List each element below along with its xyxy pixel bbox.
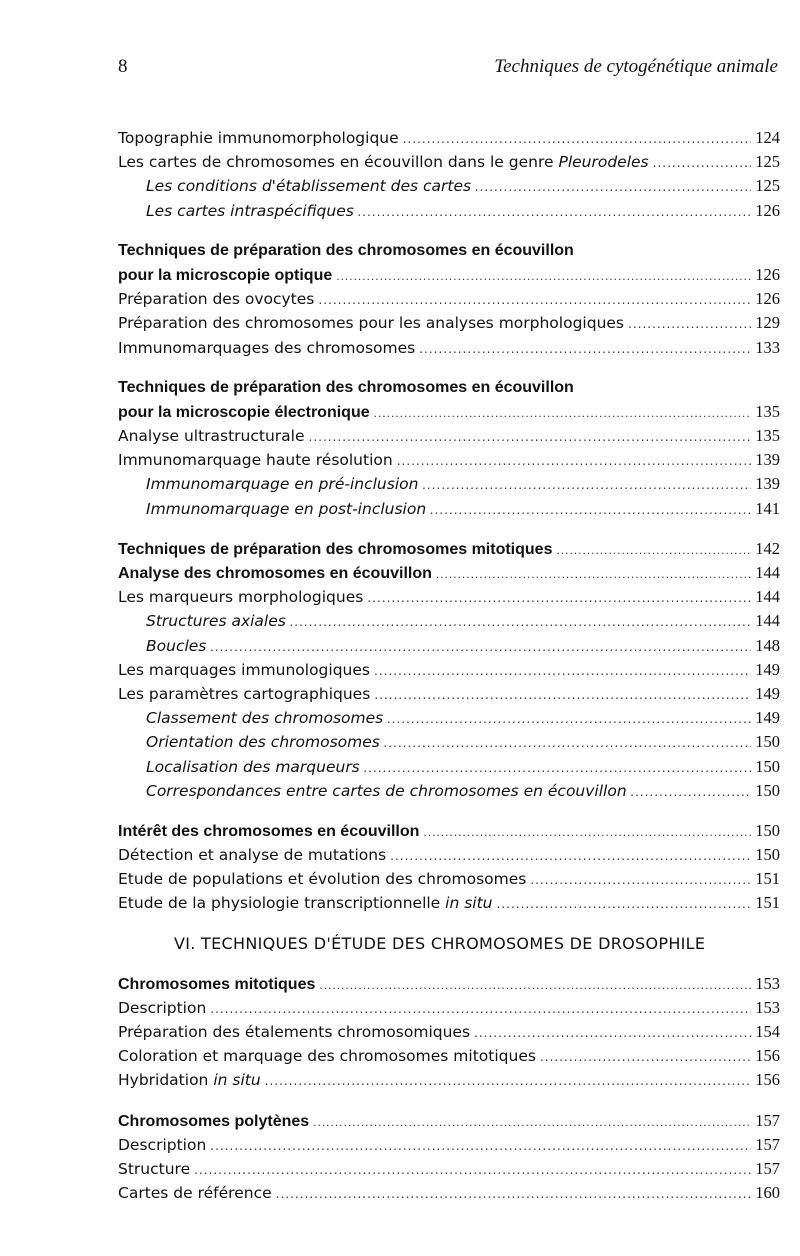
toc-page-number: 153 bbox=[755, 997, 780, 1017]
toc-page-number: 154 bbox=[755, 1022, 780, 1041]
toc-entry-label: Les marqueurs morphologiques bbox=[118, 588, 364, 607]
toc-entry-label: Les conditions d'établissement des cartes bbox=[146, 177, 472, 196]
leader-dots bbox=[430, 498, 751, 522]
leader-dots bbox=[210, 1134, 751, 1158]
toc-page-number: 135 bbox=[755, 426, 780, 446]
toc-entry[interactable] bbox=[118, 126, 780, 150]
leader-dots bbox=[474, 1021, 751, 1045]
leader-dots bbox=[387, 707, 751, 731]
toc-entry[interactable] bbox=[118, 448, 780, 472]
leader-dots bbox=[210, 635, 751, 659]
toc-page-number: 149 bbox=[755, 683, 780, 703]
toc-subentry[interactable] bbox=[118, 609, 780, 633]
table-of-contents bbox=[118, 126, 780, 1205]
toc-page-number: 126 bbox=[755, 289, 780, 309]
toc-section-entry[interactable] bbox=[118, 561, 780, 585]
toc-entry-label: Intérêt des chromosomes en écouvillon bbox=[118, 822, 420, 840]
leader-dots bbox=[276, 1182, 752, 1206]
toc-page-number: 160 bbox=[755, 1183, 780, 1203]
toc-section-entry[interactable] bbox=[118, 537, 780, 561]
toc-page-number: 144 bbox=[755, 563, 780, 582]
toc-page-number: 157 bbox=[755, 1158, 780, 1178]
toc-entry-label: Cartes de référence bbox=[118, 1184, 272, 1203]
toc-entry[interactable] bbox=[118, 682, 780, 706]
toc-page-number: 156 bbox=[755, 1046, 780, 1066]
toc-entry[interactable] bbox=[118, 891, 780, 915]
toc-entry-label: Immunomarquage en post-inclusion bbox=[146, 499, 427, 518]
toc-page-number: 133 bbox=[755, 337, 780, 357]
toc-page-number: 129 bbox=[755, 313, 780, 333]
toc-entry-label: Préparation des ovocytes bbox=[118, 290, 315, 309]
leader-dots bbox=[497, 892, 752, 916]
toc-page-number: 126 bbox=[755, 200, 780, 220]
toc-entry-label: Boucles bbox=[146, 636, 207, 655]
toc-subentry[interactable] bbox=[118, 634, 780, 658]
toc-entry-label: Chromosomes mitotiques bbox=[118, 975, 316, 993]
toc-entry-label: Correspondances entre cartes de chromosomes en écouvillon bbox=[146, 781, 627, 800]
toc-subentry[interactable] bbox=[118, 497, 780, 521]
toc-page-number: 125 bbox=[755, 152, 780, 172]
leader-dots bbox=[290, 610, 751, 634]
leader-dots bbox=[374, 683, 751, 707]
toc-page-number: 139 bbox=[755, 450, 780, 470]
chapter-heading: VI. TECHNIQUES D'ÉTUDE DES CHROMOSOMES DE DROSOPHILE bbox=[174, 933, 706, 953]
page-header bbox=[118, 56, 778, 82]
leader-dots bbox=[313, 1110, 751, 1134]
toc-entry-label: Immunomarquage en pré-inclusion bbox=[146, 475, 419, 494]
toc-entry-label: Les paramètres cartographiques bbox=[118, 684, 371, 703]
toc-page-number: 150 bbox=[755, 756, 780, 776]
toc-page-number: 151 bbox=[755, 869, 780, 889]
toc-page-number: 126 bbox=[755, 264, 780, 284]
toc-subentry[interactable] bbox=[118, 199, 780, 223]
toc-entry-label: Techniques de préparation des chromosomes mitotiques bbox=[118, 540, 553, 558]
toc-entry-label: Immunomarquages des chromosomes bbox=[118, 338, 416, 357]
toc-page-number: 139 bbox=[755, 474, 780, 494]
toc-entry-label: Coloration et marquage des chromosomes mitotiques bbox=[118, 1047, 536, 1066]
toc-entry-label: Topographie immunomorphologique bbox=[118, 129, 399, 147]
toc-entry[interactable] bbox=[118, 1157, 780, 1181]
leader-dots bbox=[319, 973, 751, 997]
leader-dots bbox=[358, 200, 751, 224]
toc-entry-label: Structure bbox=[118, 1159, 191, 1178]
toc-entry-label: Analyse des chromosomes en écouvillon bbox=[118, 565, 432, 582]
toc-entry-label: Hybridation in situ bbox=[118, 1071, 261, 1090]
leader-dots bbox=[628, 312, 751, 336]
leader-dots bbox=[556, 538, 751, 562]
leader-dots bbox=[374, 659, 751, 683]
toc-page-number: 151 bbox=[755, 893, 780, 913]
toc-entry-label: Structures axiales bbox=[146, 612, 286, 631]
toc-page-number: 141 bbox=[755, 498, 780, 518]
toc-entry-label: Préparation des chromosomes pour les analyses morphologiques bbox=[118, 314, 624, 333]
toc-entry[interactable] bbox=[118, 1133, 780, 1157]
leader-dots bbox=[265, 1069, 752, 1093]
leader-dots bbox=[374, 401, 752, 425]
leader-dots bbox=[540, 1045, 751, 1069]
toc-page-number: 150 bbox=[755, 820, 780, 840]
toc-entry-label: Les cartes de chromosomes en écouvillon dans le genre Pleurodeles bbox=[118, 153, 649, 172]
leader-dots bbox=[384, 731, 751, 755]
toc-entry-label: Localisation des marqueurs bbox=[146, 757, 360, 776]
toc-entry-label: Les cartes intraspécifiques bbox=[146, 201, 354, 220]
toc-entry-label: Etude de populations et évolution des chromosomes bbox=[118, 870, 527, 889]
toc-section-heading: Techniques de préparation des chromosomes en écouvillon bbox=[118, 378, 574, 396]
toc-subentry[interactable] bbox=[118, 472, 780, 496]
running-title: Techniques de cytogénétique animale bbox=[494, 56, 778, 77]
toc-subentry[interactable] bbox=[118, 174, 780, 198]
leader-dots bbox=[423, 820, 751, 844]
toc-section-heading: Techniques de préparation des chromosomes en écouvillon bbox=[118, 241, 574, 259]
toc-page-number: 150 bbox=[755, 780, 780, 800]
toc-entry[interactable] bbox=[118, 336, 780, 360]
toc-page-number: 149 bbox=[755, 659, 780, 679]
toc-entry-label: Etude de la physiologie transcriptionnelle in situ bbox=[118, 894, 493, 913]
toc-entry[interactable] bbox=[118, 1068, 780, 1092]
toc-entry[interactable] bbox=[118, 1181, 780, 1205]
leader-dots bbox=[318, 288, 751, 312]
toc-subentry[interactable] bbox=[118, 779, 780, 803]
toc-section-entry[interactable] bbox=[118, 400, 780, 424]
toc-entry[interactable] bbox=[118, 1020, 780, 1044]
toc-entry[interactable] bbox=[118, 424, 780, 448]
toc-page-number: 149 bbox=[755, 708, 780, 728]
toc-entry-label: Immunomarquage haute résolution bbox=[118, 451, 393, 470]
toc-entry-label: pour la microscopie électronique bbox=[118, 403, 370, 421]
toc-subentry[interactable] bbox=[118, 730, 780, 754]
toc-entry-label: Détection et analyse de mutations bbox=[118, 846, 387, 865]
leader-dots bbox=[419, 337, 751, 361]
leader-dots bbox=[390, 844, 751, 868]
leader-dots bbox=[397, 449, 752, 473]
toc-page-number: 144 bbox=[755, 587, 780, 607]
toc-entry-label: pour la microscopie optique bbox=[118, 266, 333, 284]
leader-dots bbox=[309, 425, 752, 449]
leader-dots bbox=[364, 756, 751, 780]
toc-entry[interactable] bbox=[118, 585, 780, 609]
toc-entry[interactable] bbox=[118, 996, 780, 1020]
toc-section-entry[interactable] bbox=[118, 819, 780, 843]
toc-page-number: 157 bbox=[755, 1134, 780, 1154]
toc-section-entry[interactable] bbox=[118, 263, 780, 287]
leader-dots bbox=[475, 175, 751, 199]
toc-entry-label: Préparation des étalements chromosomiques bbox=[118, 1023, 471, 1041]
leader-dots bbox=[194, 1158, 751, 1182]
leader-dots bbox=[631, 780, 752, 804]
toc-entry[interactable] bbox=[118, 150, 780, 174]
toc-entry[interactable] bbox=[118, 1044, 780, 1068]
toc-page-number: 148 bbox=[755, 635, 780, 655]
toc-page-number: 153 bbox=[755, 973, 780, 993]
leader-dots bbox=[403, 127, 752, 151]
toc-page-number: 124 bbox=[755, 128, 780, 147]
toc-subentry[interactable] bbox=[118, 706, 780, 730]
toc-page-number: 157 bbox=[755, 1110, 780, 1130]
toc-entry-label: Classement des chromosomes bbox=[146, 709, 384, 728]
toc-entry-label: Analyse ultrastructurale bbox=[118, 427, 305, 446]
leader-dots bbox=[653, 151, 752, 175]
leader-dots bbox=[436, 562, 751, 586]
toc-entry-label: Chromosomes polytènes bbox=[118, 1112, 310, 1130]
leader-dots bbox=[210, 997, 751, 1021]
toc-entry[interactable] bbox=[118, 843, 780, 867]
leader-dots bbox=[367, 586, 751, 610]
toc-entry[interactable] bbox=[118, 867, 780, 891]
page-number: 8 bbox=[118, 56, 128, 77]
toc-entry[interactable] bbox=[118, 311, 780, 335]
toc-entry-label: Description bbox=[118, 1135, 207, 1154]
toc-section-entry[interactable] bbox=[118, 972, 780, 996]
toc-entry-label: Les marquages immunologiques bbox=[118, 660, 370, 679]
toc-section-entry[interactable] bbox=[118, 1109, 780, 1133]
leader-dots bbox=[422, 473, 751, 497]
toc-page-number: 142 bbox=[755, 538, 780, 558]
toc-entry[interactable] bbox=[118, 658, 780, 682]
toc-entry[interactable] bbox=[118, 287, 780, 311]
leader-dots bbox=[336, 264, 751, 288]
toc-page-number: 135 bbox=[755, 401, 780, 421]
toc-page-number: 156 bbox=[755, 1070, 780, 1090]
toc-subentry[interactable] bbox=[118, 755, 780, 779]
toc-entry-label: Description bbox=[118, 998, 207, 1017]
toc-entry-label: Orientation des chromosomes bbox=[146, 733, 380, 752]
toc-page-number: 125 bbox=[755, 176, 780, 196]
leader-dots bbox=[530, 868, 751, 892]
toc-page-number: 150 bbox=[755, 845, 780, 865]
toc-page-number: 150 bbox=[755, 732, 780, 752]
toc-page-number: 144 bbox=[755, 611, 780, 631]
